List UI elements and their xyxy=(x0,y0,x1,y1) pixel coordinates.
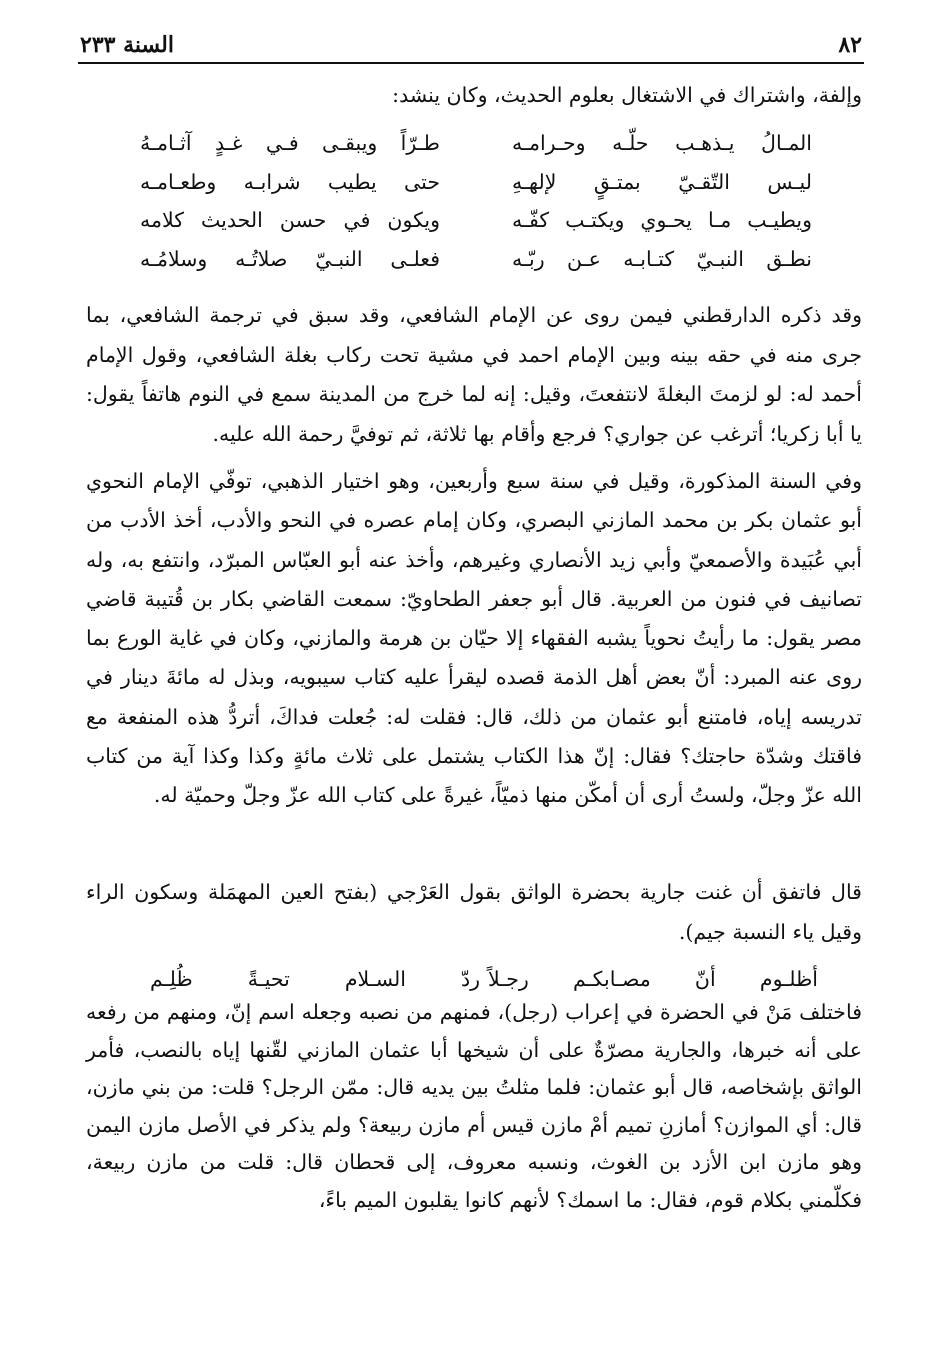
poem-block xyxy=(150,960,818,999)
poem-verse xyxy=(140,240,812,279)
paragraph: وفي السنة المذكورة، وقيل في سنة سبع وأربعين، وهو اختيار الذهبي، توفّي الإمام النحوي أبو عثمان بكر بن محمد المازني البصري، وكان إمام عصره في النحو والأدب، أخذ الأدب من أبي عُبَيدة والأصمعيّ وأبي زيد الأنصاري وغيرهم، وأخذ عنه أبو العبّاس المبرّد، وانتفع به، وله تصانيف في فنون من العربية. قال أبو جعفر الطحاويّ: سمعت القاضي بكار بن قُتيبة قاضي مصر يقول: ما رأيتُ نحوياً يشبه الفقهاء إلا حيّان بن هرمة والمازني، وكان في غاية الورع بما روى عنه المبرد: أنّ بعض أهل الذمة قصده ليقرأ عليه كتاب سيبويه، وبذل له مائةَ دينار في تدريسه إياه، فامتنع أبو عثمان من ذلك، قال: فقلت له: جُعلت فداكَ، أتردُّ هذه المنفعة مع فاقتك وشدّة حاجتك؟ فقال: إنّ هذا الكتاب يشتمل على ثلاث مائةٍ وكذا وكذا آية من كتاب الله عزّ وجلّ، ولستُ أرى أن أمكّن منها ذميّاً، غيرةً على كتاب الله عزّ وجلّ وحميّة له. xyxy=(86,469,862,808)
verse-second-hemistich: فعلـى النبـيّ صلاتُـه وسلامُـه xyxy=(140,247,440,272)
verse-second-hemistich: طـرّاً ويبقـى فـي غـدٍ آثـامـهُ xyxy=(140,131,440,156)
verse-first-hemistich: ليـس التّقـيّ بمتـقٍ لإلهـهِ xyxy=(512,169,812,194)
page-number: ٨٢ xyxy=(838,32,862,58)
running-title: السنة ٢٣٣ xyxy=(80,32,174,58)
paragraph: فاختلف مَنْ في الحضرة في إعراب (رجل)، فمنهم من نصبه وجعله اسم إنّ، ومنهم من رفعه على أنه خبرها، والجارية مصرّةٌ على أن شيخها أبا عثمان المازني لقّنها إياه بالنصب، فأمر الواثق بإشخاصه، قال أبو عثمان: فلما مثلتُ بين يديه قال: ممّن الرجل؟ قلت: من بني مازن، قال: أي الموازن؟ أمازنِ تميم أمْ مازن قيس أم مازن ربيعة؟ ولم يذكر في الأصل مازن اليمن وهو مازن ابن الأزد بن الغوث، ونسبه معروف، إلى قحطان قال: قلت من مازن ربيعة، فكلّمني بكلام قوم، فقال: ما اسمك؟ لأنهم كانوا يقلبون الميم باءً، xyxy=(86,1000,862,1212)
intro-line: وإلفة، واشتراك في الاشتغال بعلوم الحديث، وكان ينشد: xyxy=(392,83,862,107)
poem-verse xyxy=(140,163,812,202)
paragraph: قال فاتفق أن غنت جارية بحضرة الواثق بقول العَرْجي (بفتح العين المهمَلة وسكون الراء وقيل ياء النسبة جيم). xyxy=(86,880,862,944)
poem-verse xyxy=(140,201,812,240)
page-header xyxy=(80,24,862,58)
poem-block xyxy=(140,124,812,278)
poem-verse xyxy=(140,124,812,163)
verse-second-hemistich: ردّ السـلام تحيـةً ظُلِـم xyxy=(150,967,480,992)
verse-first-hemistich: المـالُ يـذهـب حلّـه وحـرامـه xyxy=(512,131,812,156)
verse-first-hemistich: أظلـوم أنّ مصـابكـم رجـلاً xyxy=(488,967,818,992)
header-rule xyxy=(78,62,864,64)
verse-second-hemistich: ويكون في حسن الحديث كلامه xyxy=(140,208,440,233)
verse-second-hemistich: حتى يطيب شرابـه وطعـامـه xyxy=(140,169,440,194)
paragraph: وقد ذكره الدارقطني فيمن روى عن الإمام الشافعي، وقد سبق في ترجمة الشافعي، بما جرى منه في حقه بينه وبين الإمام احمد في مشية تحت ركاب بغلة الشافعي، وقول الإمام أحمد له: لو لزمتَ البغلةَ لانتفعتَ، وقيل: إنه لما خرج من المدينة سمع في النوم هاتفاً يقول: يا أبا زكريا؛ أترغب عن جواري؟ فرجع وأقام بها ثلاثة، ثم توفيَّ رحمة الله عليه. xyxy=(86,303,862,446)
verse-first-hemistich: ويطيـب مـا يحـوي ويكتـب كفّـه xyxy=(512,208,812,233)
poem-verse xyxy=(150,960,818,999)
verse-first-hemistich: نطـق النبـيّ كتـابـه عـن ربّـه xyxy=(512,247,812,272)
